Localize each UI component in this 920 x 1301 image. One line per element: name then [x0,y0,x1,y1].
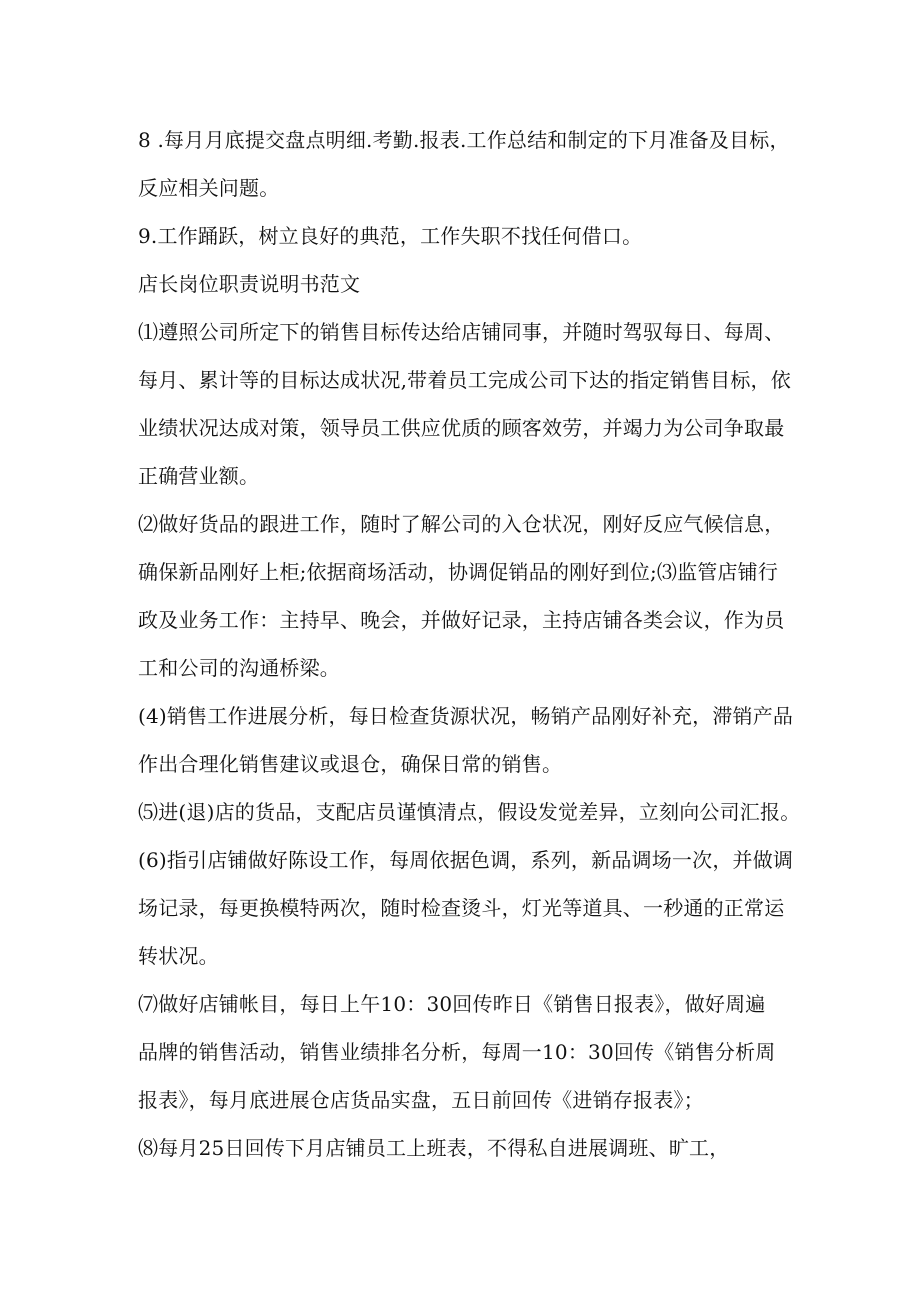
section-heading: 店长岗位职责说明书范文 [138,272,361,296]
text-line-duty-1: ⑴遵照公司所定下的销售目标传达给店铺同事，并随时驾驭每日、每周、 [138,320,785,344]
text-line-duty-7-cont: 品牌的销售活动，销售业绩排名分析，每周一10：30回传《销售分析周 [138,1040,776,1064]
text-line-item-9: 9.工作踊跃，树立良好的典范，工作失职不找任何借口。 [138,224,643,248]
text-line-duty-1-cont: 正确营业额。 [138,464,260,488]
text-line-duty-6-cont: 转状况。 [138,944,219,968]
text-line-duty-6: (6)指引店铺做好陈设工作，每周依据色调，系列，新品调场一次，并做调 [138,848,794,872]
text-line-duty-8: ⑻每月25日回传下月店铺员工上班表，不得私自进展调班、旷工， [138,1136,730,1160]
text-line-duty-6-cont: 场记录，每更换模特两次，随时检查烫斗，灯光等道具、一秒通的正常运 [138,896,785,920]
text-line-duty-2: ⑵做好货品的跟进工作，随时了解公司的入仓状况，刚好反应气候信息， [138,512,785,536]
text-line-duty-5: ⑸进(退)店的货品，支配店员谨慎清点，假设发觉差异，立刻向公司汇报。 [138,800,801,824]
text-line-duty-3-cont: 政及业务工作：主持早、晚会，并做好记录，主持店铺各类会议，作为员 [138,608,785,632]
text-line-duty-1-cont: 业绩状况达成对策，领导员工供应优质的顾客效劳，并竭力为公司争取最 [138,416,785,440]
text-line-duty-7-cont: 报表》，每月底进展仓店货品实盘，五日前回传《进销存报表》； [138,1088,704,1112]
text-line-item-8-cont: 反应相关问题。 [138,176,280,200]
text-line-item-8: 8 .每月月底提交盘点明细.考勤.报表.工作总结和制定的下月准备及目标， [138,128,790,152]
text-line-duty-3-cont: 工和公司的沟通桥梁。 [138,656,340,680]
text-line-duty-4-cont: 作出合理化销售建议或退仓，确保日常的销售。 [138,752,563,776]
text-line-duty-2-cont: 确保新品刚好上柜;依据商场活动，协调促销品的刚好到位;⑶监管店铺行 [138,560,779,584]
text-line-duty-7: ⑺做好店铺帐目，每日上午10：30回传昨日《销售日报表》，做好周遍 [138,992,766,1016]
text-line-duty-4: (4)销售工作进展分析，每日检查货源状况，畅销产品刚好补充，滞销产品 [138,704,794,728]
text-line-duty-1-cont: 每月、累计等的目标达成状况,带着员工完成公司下达的指定销售目标，依 [138,368,791,392]
